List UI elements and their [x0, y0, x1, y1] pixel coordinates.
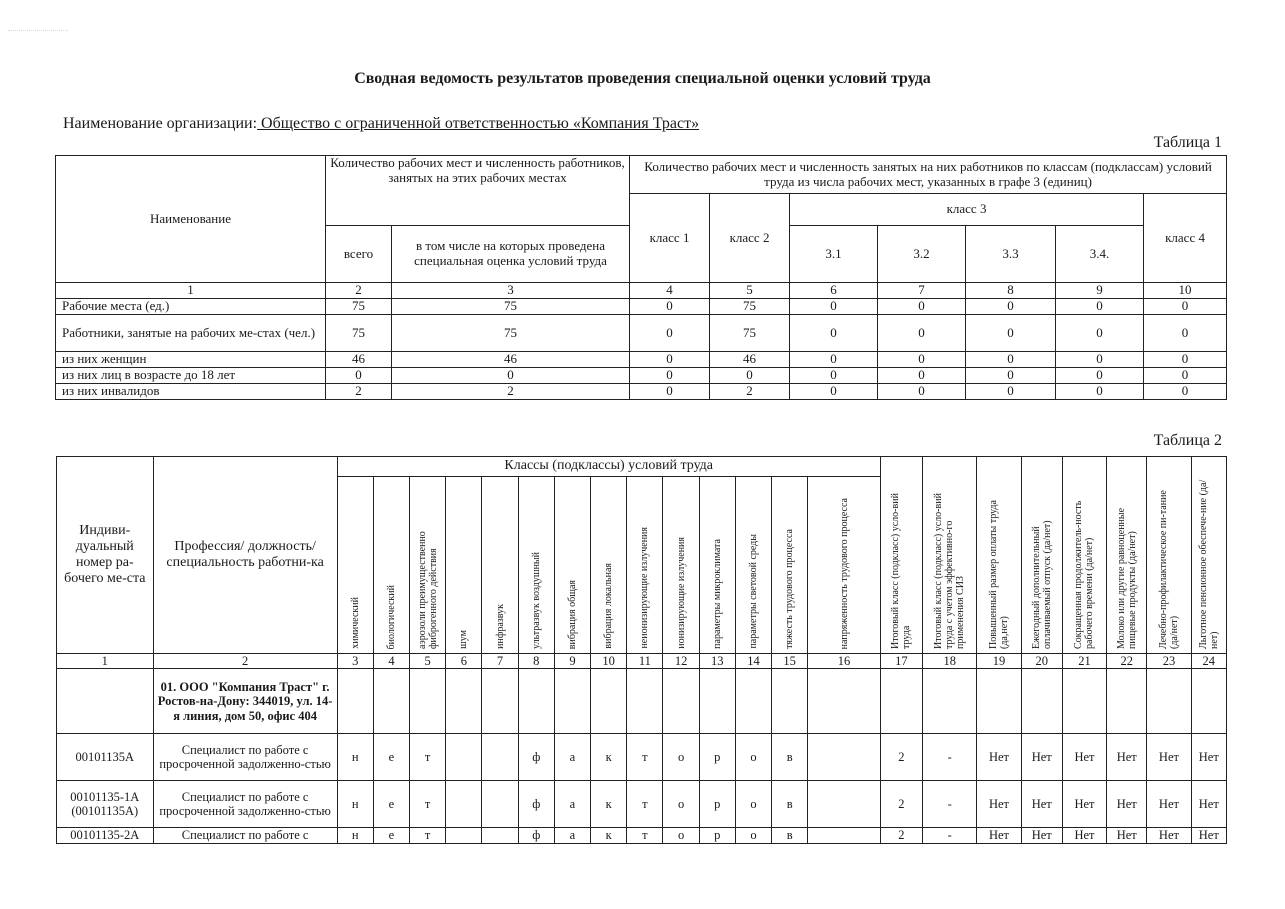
- cell: 46: [710, 352, 790, 368]
- header-therapeutic-food: Лечебно-профилактическое пи-тание (да/нет): [1157, 490, 1180, 649]
- factor-microclimate: параметры микроклимата: [711, 539, 723, 649]
- factor-general-vibration: вибрация общая: [566, 579, 578, 649]
- factor-cell: [446, 828, 482, 843]
- factor-cell: о: [663, 828, 699, 843]
- guarantee-cell: Нет: [1062, 734, 1106, 781]
- guarantee-cell: Нет: [1147, 734, 1191, 781]
- cell: 75: [710, 315, 790, 352]
- guarantee-cell: Нет: [1191, 734, 1226, 781]
- table-row: [56, 299, 1227, 315]
- cell: 0: [966, 315, 1056, 352]
- header-class1: класс 1: [630, 194, 710, 283]
- column-number: 4: [630, 283, 710, 299]
- factor-aerosols: аэрозоли преимущественно фиброгенного действия: [416, 531, 439, 649]
- column-number: 7: [482, 654, 518, 669]
- column-number: 23: [1147, 654, 1191, 669]
- factor-cell: р: [699, 781, 735, 828]
- column-number: 9: [554, 654, 590, 669]
- column-number: 4: [373, 654, 409, 669]
- factor-cell: к: [591, 828, 627, 843]
- factor-cell: [446, 781, 482, 828]
- column-number: 10: [1144, 283, 1227, 299]
- page-title: Сводная ведомость результатов проведения специальной оценки условий труда: [354, 70, 931, 87]
- header-class-3-2: 3.2: [878, 226, 966, 283]
- header-final-class-siz: Итоговый класс (подкласс) усло-вий труда с учетом эффективно-го применения СИЗ: [933, 493, 967, 649]
- header-pension: Льготное пенсионное обеспече-ние (да/нет): [1197, 479, 1220, 649]
- organization-name: Общество с ограниченной ответственностью «Компания Траст»: [257, 115, 700, 132]
- table-row: [56, 315, 1227, 352]
- cell: 0: [1056, 352, 1144, 368]
- final-class: 2: [880, 781, 922, 828]
- header-extra-leave: Ежегодный дополнительный оплачиваемый отпуск (да/нет): [1030, 520, 1053, 649]
- cell: 0: [966, 299, 1056, 315]
- column-number: 6: [446, 654, 482, 669]
- column-number: 3: [337, 654, 373, 669]
- guarantee-cell: Нет: [1021, 828, 1062, 843]
- column-number: 3: [392, 283, 630, 299]
- cell: 0: [790, 315, 878, 352]
- final-class-siz: -: [923, 734, 977, 781]
- header-class-3-1: 3.1: [790, 226, 878, 283]
- column-number: 12: [663, 654, 699, 669]
- workplace-table: [56, 456, 1227, 844]
- cell: 0: [1144, 315, 1227, 352]
- factor-cell: о: [735, 734, 771, 781]
- profession: Специалист по работе с: [153, 828, 337, 843]
- cell: 0: [1144, 299, 1227, 315]
- factor-cell: ф: [518, 734, 554, 781]
- cell: 2: [392, 384, 630, 400]
- factor-cell: т: [410, 781, 446, 828]
- header-total: всего: [326, 226, 392, 283]
- column-number: 22: [1107, 654, 1147, 669]
- factor-cell: о: [735, 781, 771, 828]
- column-number: 19: [977, 654, 1021, 669]
- final-class-siz: -: [923, 828, 977, 843]
- cell: 0: [710, 368, 790, 384]
- scan-mark: [8, 30, 68, 37]
- column-number-row: [56, 283, 1227, 299]
- organization-row: [57, 669, 1227, 734]
- table1-caption: Таблица 1: [1153, 134, 1222, 151]
- factor-cell: н: [337, 781, 373, 828]
- guarantee-cell: Нет: [1021, 734, 1062, 781]
- cell: 0: [630, 368, 710, 384]
- summary-table: [55, 155, 1227, 400]
- factor-cell: [808, 828, 881, 843]
- factor-cell: а: [554, 734, 590, 781]
- header-work-condition-classes: Классы (подклассы) условий труда: [337, 457, 880, 477]
- header-class3: класс 3: [790, 194, 1144, 226]
- organization-cell: 01. ООО "Компания Траст" г. Ростов-на-Дону: 344019, ул. 14-я линия, дом 50, офис 404: [153, 669, 337, 734]
- factor-ionizing: ионизирующие излучения: [675, 537, 687, 649]
- header-class-distribution: Количество рабочих мест и численность занятых на них работников по классам (подклассам) условий труда из числа рабочих мест, указанных в графе 3 (единиц): [630, 156, 1227, 194]
- factor-chemical: химический: [349, 597, 361, 649]
- factor-infrasound: инфразвук: [494, 604, 506, 649]
- column-number: 24: [1191, 654, 1226, 669]
- cell: 75: [392, 299, 630, 315]
- column-number: 8: [518, 654, 554, 669]
- table2-caption: Таблица 2: [1153, 432, 1222, 449]
- column-number: 9: [1056, 283, 1144, 299]
- column-number: 7: [878, 283, 966, 299]
- header-profession: Профессия/ должность/ специальность работни-ка: [153, 457, 337, 654]
- column-number: 13: [699, 654, 735, 669]
- factor-local-vibration: вибрация локальная: [603, 563, 615, 649]
- table-row: [56, 384, 1227, 400]
- header-final-class: Итоговый класс (подкласс) усло-вий труда: [890, 493, 913, 649]
- factor-cell: е: [373, 781, 409, 828]
- table-row: [56, 352, 1227, 368]
- factor-cell: т: [627, 781, 663, 828]
- profession: Специалист по работе с просроченной задолженно-стью: [153, 734, 337, 781]
- column-number: 20: [1021, 654, 1062, 669]
- column-number: 6: [790, 283, 878, 299]
- column-number: 16: [808, 654, 881, 669]
- guarantee-cell: Нет: [1191, 781, 1226, 828]
- cell: 0: [1056, 384, 1144, 400]
- cell: 0: [326, 368, 392, 384]
- factor-biological: биологический: [385, 584, 397, 649]
- header-class-3-4: 3.4.: [1056, 226, 1144, 283]
- cell: 0: [630, 299, 710, 315]
- guarantee-cell: Нет: [1021, 781, 1062, 828]
- header-workplace-id: Индиви-дуальный номер ра-бочего ме-ста: [57, 457, 154, 654]
- guarantee-cell: Нет: [1191, 828, 1226, 843]
- cell: 0: [630, 315, 710, 352]
- factor-cell: а: [554, 781, 590, 828]
- guarantee-cell: Нет: [977, 828, 1021, 843]
- column-number: 14: [735, 654, 771, 669]
- header-increased-pay: Повышенный размер оплаты труда (да,нет): [987, 500, 1010, 649]
- workplace-id: 00101135-1А (00101135А): [57, 781, 154, 828]
- cell: 0: [1056, 315, 1144, 352]
- factor-cell: к: [591, 734, 627, 781]
- row-label: Рабочие места (ед.): [56, 299, 326, 315]
- organization-label: Наименование организации:: [63, 115, 258, 132]
- workplace-id: 00101135-2А: [57, 828, 154, 843]
- cell: 75: [326, 315, 392, 352]
- header-workplace-count: Количество рабочих мест и численность работников, занятых на этих рабочих местах: [326, 156, 630, 226]
- column-number: 1: [57, 654, 154, 669]
- factor-cell: ф: [518, 781, 554, 828]
- cell: 0: [878, 315, 966, 352]
- cell: 0: [966, 384, 1056, 400]
- column-number-row: [57, 654, 1227, 669]
- column-number: 10: [591, 654, 627, 669]
- cell: 0: [966, 352, 1056, 368]
- guarantee-cell: Нет: [1062, 781, 1106, 828]
- row-label: из них женщин: [56, 352, 326, 368]
- cell: 0: [630, 384, 710, 400]
- factor-noise: шум: [458, 630, 470, 649]
- table-row: [57, 828, 1227, 843]
- factor-cell: в: [772, 828, 808, 843]
- final-class: 2: [880, 734, 922, 781]
- factor-cell: а: [554, 828, 590, 843]
- row-label: Работники, занятые на рабочих ме-стах (чел.): [56, 315, 326, 352]
- final-class-siz: -: [923, 781, 977, 828]
- factor-nonionizing: неионизирующие излучения: [639, 527, 651, 649]
- header-reduced-hours: Сокращенная продолжитель-ность рабочего времени (да/нет): [1073, 500, 1096, 649]
- column-number: 11: [627, 654, 663, 669]
- cell: 46: [326, 352, 392, 368]
- cell: 0: [630, 352, 710, 368]
- factor-cell: н: [337, 734, 373, 781]
- header-class4: класс 4: [1144, 194, 1227, 283]
- cell: 0: [878, 368, 966, 384]
- row-label: из них инвалидов: [56, 384, 326, 400]
- factor-cell: в: [772, 734, 808, 781]
- factor-cell: е: [373, 828, 409, 843]
- profession: Специалист по работе с просроченной задолженно-стью: [153, 781, 337, 828]
- header-milk: Молоко или другие равноценные пищевые продукты (да/нет): [1115, 507, 1138, 649]
- factor-cell: р: [699, 828, 735, 843]
- guarantee-cell: Нет: [1107, 781, 1147, 828]
- guarantee-cell: Нет: [1062, 828, 1106, 843]
- table-row: [56, 368, 1227, 384]
- factor-cell: р: [699, 734, 735, 781]
- column-number: 5: [710, 283, 790, 299]
- cell: 0: [790, 299, 878, 315]
- guarantee-cell: Нет: [977, 734, 1021, 781]
- guarantee-cell: Нет: [1107, 828, 1147, 843]
- cell: 75: [392, 315, 630, 352]
- guarantee-cell: Нет: [977, 781, 1021, 828]
- final-class: 2: [880, 828, 922, 843]
- factor-cell: [808, 781, 881, 828]
- cell: 2: [326, 384, 392, 400]
- factor-cell: [482, 781, 518, 828]
- cell: 0: [878, 352, 966, 368]
- factor-cell: [446, 734, 482, 781]
- table-row: [57, 781, 1227, 828]
- cell: 0: [1144, 384, 1227, 400]
- cell: 0: [1056, 368, 1144, 384]
- factor-cell: т: [410, 828, 446, 843]
- factor-lighting: параметры световой среды: [747, 534, 759, 649]
- factor-cell: [482, 828, 518, 843]
- factor-cell: о: [663, 734, 699, 781]
- header-class-3-3: 3.3: [966, 226, 1056, 283]
- header-name: Наименование: [56, 156, 326, 283]
- cell: 0: [1144, 352, 1227, 368]
- organization-line: [63, 115, 699, 133]
- factor-cell: н: [337, 828, 373, 843]
- cell: 75: [326, 299, 392, 315]
- column-number: 2: [326, 283, 392, 299]
- factor-cell: о: [663, 781, 699, 828]
- column-number: 15: [772, 654, 808, 669]
- row-label: из них лиц в возрасте до 18 лет: [56, 368, 326, 384]
- cell: 0: [1056, 299, 1144, 315]
- cell: 0: [878, 299, 966, 315]
- header-assessed: в том числе на которых проведена специальная оценка условий труда: [392, 226, 630, 283]
- column-number: 21: [1062, 654, 1106, 669]
- factor-cell: т: [627, 734, 663, 781]
- factor-cell: т: [627, 828, 663, 843]
- cell: 0: [966, 368, 1056, 384]
- factor-cell: ф: [518, 828, 554, 843]
- factor-cell: е: [373, 734, 409, 781]
- cell: 46: [392, 352, 630, 368]
- factor-cell: в: [772, 781, 808, 828]
- cell: 0: [392, 368, 630, 384]
- table-row: [57, 734, 1227, 781]
- column-number: 2: [153, 654, 337, 669]
- factor-cell: о: [735, 828, 771, 843]
- cell: 0: [790, 384, 878, 400]
- column-number: 17: [880, 654, 922, 669]
- factor-cell: [482, 734, 518, 781]
- column-number: 5: [410, 654, 446, 669]
- column-number: 8: [966, 283, 1056, 299]
- guarantee-cell: Нет: [1107, 734, 1147, 781]
- cell: 75: [710, 299, 790, 315]
- cell: 0: [790, 368, 878, 384]
- cell: 2: [710, 384, 790, 400]
- factor-cell: т: [410, 734, 446, 781]
- factor-ultrasound: ультразвук воздушный: [530, 552, 542, 649]
- factor-cell: к: [591, 781, 627, 828]
- column-number: 18: [923, 654, 977, 669]
- cell: 0: [790, 352, 878, 368]
- guarantee-cell: Нет: [1147, 781, 1191, 828]
- factor-labor-intensity: напряженность трудового процесса: [838, 497, 850, 649]
- header-class2: класс 2: [710, 194, 790, 283]
- cell: 0: [1144, 368, 1227, 384]
- guarantee-cell: Нет: [1147, 828, 1191, 843]
- column-number: 1: [56, 283, 326, 299]
- factor-labor-severity: тяжесть трудового процесса: [784, 529, 796, 649]
- cell: 0: [878, 384, 966, 400]
- workplace-id: 00101135А: [57, 734, 154, 781]
- factor-cell: [808, 734, 881, 781]
